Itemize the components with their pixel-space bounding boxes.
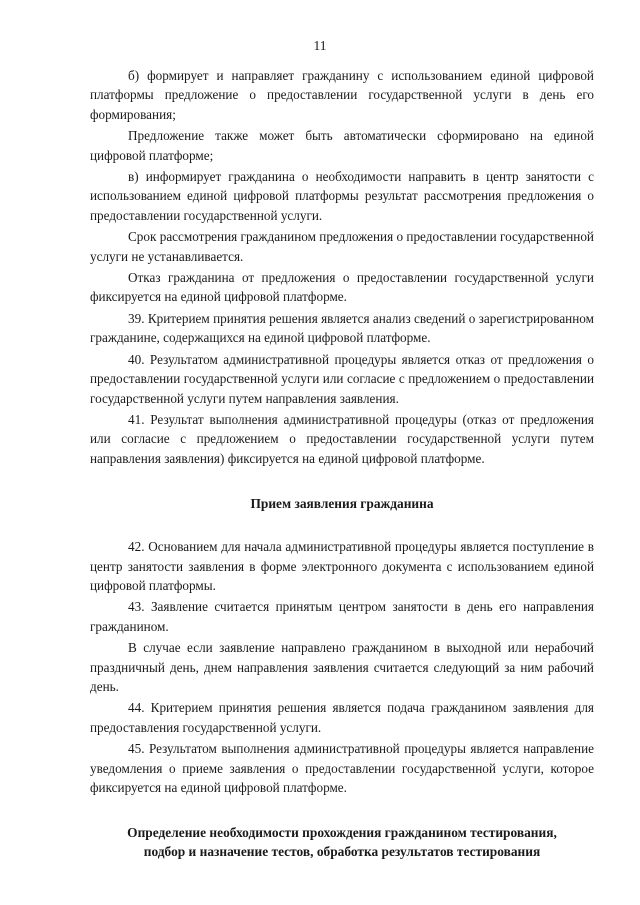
paragraph: 45. Результатом выполнения административной процедуры является направление уведомления о приеме заявления о предоставлении государственной услуги, которое фиксируется на единой цифровой платформе. (90, 741, 594, 795)
paragraph: Срок рассмотрения гражданином предложения о предоставлении государственной услуги не устанавливается. (90, 229, 594, 264)
paragraph: Отказ гражданина от предложения о предоставлении государственной услуги фиксируется на единой цифровой платформе. (90, 270, 594, 305)
paragraph: б) формирует и направляет гражданину с использованием единой цифровой платформы предложение о предоставлении государственной услуги в день его формирования; (90, 68, 594, 122)
paragraph: Предложение также может быть автоматически сформировано на единой цифровой платформе; (90, 128, 594, 163)
paragraph: 43. Заявление считается принятым центром занятости в день его направления гражданином. (90, 599, 594, 634)
document-body (90, 66, 594, 861)
paragraph: 41. Результат выполнения административной процедуры (отказ от предложения или согласие с предложением о предоставлении государственной услуги путем направления заявления) фиксируется на единой цифровой платформе. (90, 411, 594, 466)
section-heading-line: Определение необходимости прохождения гражданином тестирования, (127, 825, 557, 841)
section-heading-line: подбор и назначение тестов, обработка результатов тестирования (143, 844, 541, 860)
paragraph: 42. Основанием для начала административной процедуры является поступление в центр занятости заявления в форме электронного документа с использованием единой цифровой платформы. (90, 539, 594, 593)
paragraph: 44. Критерием принятия решения является подача гражданином заявления для предоставления государственной услуги. (90, 700, 594, 735)
paragraph: в) информирует гражданина о необходимости направить в центр занятости с использованием единой цифровой платформы результат рассмотрения предложения о предоставлении государственной услуги. (90, 169, 594, 223)
page-number: 11 (313, 38, 327, 53)
paragraph: 39. Критерием принятия решения является анализ сведений о зарегистрированном гражданине, содержащихся на единой цифровой платформе. (90, 310, 594, 346)
paragraph: 40. Результатом административной процедуры является отказ от предложения о предоставлении государственной услуги или согласие с предложением о предоставлении государственной услуги путем направления заявления. (90, 351, 594, 406)
section-heading: Прием заявления гражданина (250, 496, 434, 512)
section-heading (90, 823, 594, 861)
paragraph: В случае если заявление направлено гражданином в выходной или нерабочий праздничный день, днем направления заявления считается следующий за ним рабочий день. (90, 640, 594, 694)
